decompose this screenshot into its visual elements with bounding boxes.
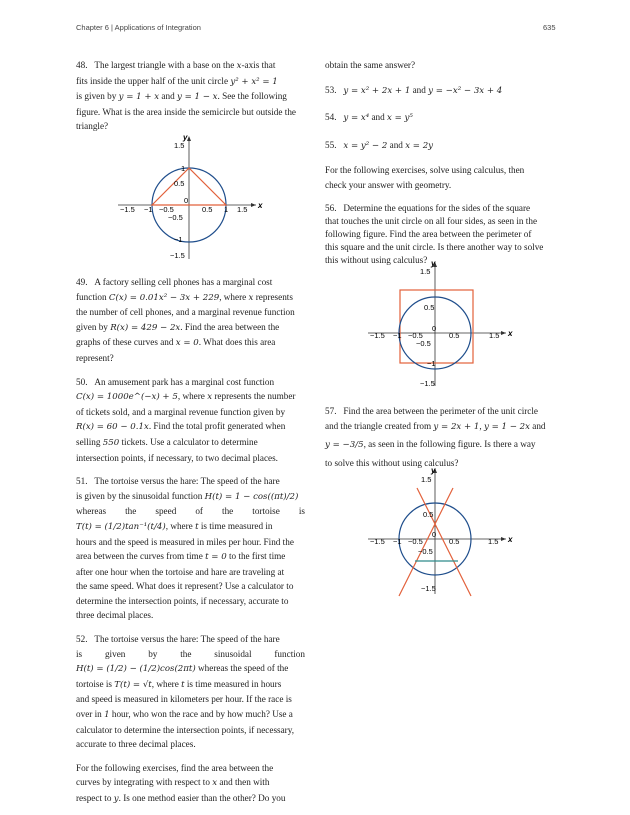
text: following figure. Find the area between the perimeter of bbox=[325, 228, 532, 239]
y-label: y bbox=[431, 259, 436, 268]
x-label: x bbox=[508, 329, 513, 338]
tick-label: −0.5 bbox=[408, 331, 423, 340]
math: y = 1 + x bbox=[118, 92, 160, 103]
tick-label: 1.5 bbox=[488, 537, 499, 546]
exercise-51 bbox=[76, 474, 305, 623]
text: and speed is measured in kilometers per hour. If the race is bbox=[76, 694, 292, 705]
x-arrow bbox=[501, 331, 506, 335]
exercise-intro-2 bbox=[325, 163, 557, 192]
page-number: 635 bbox=[543, 23, 556, 32]
math: x bbox=[207, 392, 213, 403]
math: R(x) = 60 − 0.1x bbox=[76, 422, 149, 433]
math: y = x⁴ bbox=[343, 113, 370, 124]
text: is given by the sinusoidal function bbox=[76, 648, 305, 659]
math: y = 1 − 2x bbox=[483, 421, 530, 432]
math: x = 0 bbox=[175, 338, 199, 349]
text: The tortoise versus the hare: The speed of the hare bbox=[94, 476, 280, 487]
exercise-number: 48. bbox=[76, 60, 88, 70]
tick-label: 0.5 bbox=[174, 179, 185, 188]
exercise-number: 53. bbox=[325, 84, 337, 95]
math: y = 1 − x bbox=[176, 92, 218, 103]
tick-label: 0.5 bbox=[449, 537, 460, 546]
math: x bbox=[212, 778, 218, 789]
left-column bbox=[76, 58, 305, 134]
math: H(t) = (1/2) − (1/2)cos(2πt) bbox=[76, 664, 196, 675]
tick-label: −1.5 bbox=[421, 584, 436, 593]
exercise-57 bbox=[325, 404, 557, 470]
text: this without using calculus? bbox=[325, 255, 428, 266]
text: calculator to determine the intersection points, if necessary, bbox=[76, 724, 295, 735]
tick-label: 0 bbox=[432, 530, 437, 539]
tick-label: −1 bbox=[427, 359, 436, 368]
text: and bbox=[529, 420, 546, 431]
text: represents bbox=[253, 291, 293, 302]
text: to the first time bbox=[226, 551, 286, 562]
exercise-54 bbox=[325, 110, 557, 126]
tick-label: −1.5 bbox=[370, 331, 385, 340]
exercise-number: 52. bbox=[76, 634, 88, 645]
text: . What does this area bbox=[198, 337, 276, 348]
tick-label: −0.5 bbox=[416, 339, 431, 348]
math: t bbox=[195, 521, 199, 532]
text: that touches the unit circle on all four sides, as seen in the bbox=[325, 215, 538, 226]
text: intersection points, if necessary, to two decimal places. bbox=[76, 452, 278, 463]
text: function bbox=[76, 291, 109, 302]
text: given by bbox=[76, 321, 111, 332]
tick-label: 1 bbox=[224, 205, 229, 214]
x-arrow bbox=[251, 203, 256, 207]
tick-label: −1.5 bbox=[420, 379, 435, 388]
text: fits inside the upper half of the unit circle bbox=[76, 75, 231, 86]
square bbox=[400, 290, 473, 363]
tick-label: −1 bbox=[144, 205, 153, 214]
tick-label: −0.5 bbox=[418, 547, 433, 556]
y-label: y bbox=[183, 133, 188, 142]
tick-label: 0 bbox=[432, 324, 437, 333]
text: curves by integrating with respect to bbox=[76, 777, 213, 788]
text: . See the following bbox=[217, 91, 287, 102]
text: after one hour when the tortoise and hare are traveling at bbox=[76, 566, 285, 577]
tick-label: −0.5 bbox=[168, 213, 183, 222]
right-column-2 bbox=[325, 404, 557, 470]
text: whereas the speed of the bbox=[195, 663, 289, 674]
exercise-number: 51. bbox=[76, 476, 88, 487]
math: H(t) = 1 − cos((πt)/2) bbox=[204, 491, 299, 502]
text: is given by bbox=[76, 91, 119, 102]
text: hours and the speed is measured in miles per hour. Find the bbox=[76, 536, 294, 547]
chapter-header: Chapter 6 | Applications of Integration bbox=[76, 23, 201, 32]
text: represent? bbox=[76, 352, 114, 363]
exercise-number: 54. bbox=[325, 112, 337, 123]
math: y² + x² = 1 bbox=[230, 76, 278, 87]
text: , where bbox=[151, 678, 182, 689]
text: The tortoise versus the hare: The speed of the hare bbox=[94, 634, 280, 645]
text: triangle? bbox=[76, 121, 109, 132]
tick-label: −1.5 bbox=[370, 537, 385, 546]
text: For the following exercises, solve using calculus, then bbox=[325, 165, 525, 176]
text: selling bbox=[76, 436, 103, 447]
exercise-number: 50. bbox=[76, 376, 88, 387]
tick-label: −0.5 bbox=[408, 537, 423, 546]
text: graphs of these curves and bbox=[76, 337, 176, 348]
text: determine the intersection points, if necessary, accurate to bbox=[76, 595, 289, 606]
text: Find the area between the perimeter of the unit circle bbox=[343, 406, 539, 416]
text: An amusement park has a marginal cost function bbox=[94, 376, 275, 387]
text: of tickets sold, and a marginal revenue function given by bbox=[76, 406, 286, 417]
math: y = −3/5 bbox=[325, 440, 364, 451]
math: x = y² − 2 bbox=[343, 140, 388, 151]
text: respect to bbox=[76, 793, 114, 803]
exercise-49 bbox=[76, 275, 305, 366]
figure-57-circle-triangle bbox=[360, 466, 530, 598]
math: x = y⁵ bbox=[387, 113, 413, 124]
exercise-48 bbox=[76, 58, 305, 134]
text: is given by the sinusoidal function bbox=[76, 490, 205, 501]
math: T(t) = (1/2)tan⁻¹(t/4) bbox=[76, 521, 166, 532]
text: Determine the equations for the sides of the square bbox=[343, 202, 531, 213]
text: , where bbox=[219, 291, 249, 302]
x-label: x bbox=[258, 201, 263, 210]
text: hour, who won the race and by how much? Use a bbox=[109, 709, 293, 720]
x-arrow bbox=[501, 537, 506, 541]
tick-label: 0.5 bbox=[449, 331, 460, 340]
tick-label: 0.5 bbox=[202, 205, 213, 214]
exercise-number: 55. bbox=[325, 139, 337, 150]
text: For the following exercises, find the area between the bbox=[76, 762, 274, 773]
exercise-52 bbox=[76, 632, 305, 752]
math: t bbox=[181, 679, 185, 690]
text: , as seen in the following figure. Is there a way bbox=[363, 439, 536, 450]
math: T(t) = √t bbox=[114, 679, 152, 690]
tick-label: −0.5 bbox=[159, 205, 174, 214]
text: whereas the speed of the tortoise is bbox=[76, 506, 305, 517]
text: figure. What is the area inside the semicircle but outside the bbox=[76, 106, 297, 117]
text: and bbox=[387, 139, 406, 150]
math: R(x) = 429 − 2x bbox=[110, 322, 181, 333]
tick-label: −1 bbox=[393, 537, 402, 546]
text: tickets. Use a calculator to determine bbox=[119, 436, 258, 447]
exercise-number: 49. bbox=[76, 277, 88, 287]
text: this square and the unit circle. Is there another way to solve bbox=[325, 242, 544, 253]
tick-label: −1 bbox=[174, 235, 183, 244]
text: check your answer with geometry. bbox=[325, 179, 452, 190]
tick-label: 1.5 bbox=[489, 331, 500, 340]
text: . Find the total profit generated when bbox=[148, 421, 286, 432]
tick-label: 1 bbox=[181, 164, 186, 173]
tick-label: −1.5 bbox=[170, 251, 185, 260]
tick-label: 0 bbox=[184, 196, 189, 205]
math: y bbox=[113, 794, 119, 804]
text: , bbox=[479, 420, 484, 431]
math: x bbox=[248, 292, 254, 303]
math: y = −x² − 3x + 4 bbox=[428, 85, 503, 96]
text: is time measured in hours bbox=[184, 678, 282, 689]
exercise-number: 57. bbox=[325, 406, 337, 416]
math: x bbox=[236, 61, 242, 71]
text: A factory selling cell phones has a marginal cost bbox=[94, 277, 273, 287]
y-arrow bbox=[187, 136, 191, 141]
text: area between the curves from time bbox=[76, 551, 206, 562]
tick-label: 0.5 bbox=[424, 303, 435, 312]
tick-label: 1.5 bbox=[174, 141, 185, 150]
exercise-50 bbox=[76, 375, 305, 466]
exercise-intro bbox=[76, 761, 305, 807]
tick-label: 1.5 bbox=[237, 205, 248, 214]
text: accurate to three decimal places. bbox=[76, 739, 196, 750]
text: represents the number bbox=[212, 391, 296, 402]
text: is time measured in bbox=[198, 520, 273, 531]
tick-label: −1.5 bbox=[120, 205, 135, 214]
figure-48-triangle bbox=[110, 132, 280, 264]
math: y = x² + 2x + 1 bbox=[343, 85, 411, 96]
math: 1 bbox=[104, 710, 110, 721]
text: three decimal places. bbox=[76, 610, 154, 621]
text: over in bbox=[76, 709, 105, 720]
text: , where bbox=[165, 520, 196, 531]
text: and bbox=[369, 112, 388, 123]
text: , where bbox=[177, 391, 208, 402]
exercise-number: 56. bbox=[325, 202, 337, 213]
left-column-2 bbox=[76, 275, 305, 807]
tick-label: 0.5 bbox=[423, 510, 434, 519]
text: and bbox=[410, 84, 429, 95]
math: x = 2y bbox=[405, 140, 434, 151]
math: y = 2x + 1 bbox=[433, 421, 480, 432]
exercise-53 bbox=[325, 83, 557, 99]
math: C(x) = 1000e^(−x) + 5 bbox=[76, 392, 178, 403]
text: and then with bbox=[217, 777, 270, 788]
x-label: x bbox=[508, 535, 513, 544]
tick-label: −1 bbox=[393, 331, 402, 340]
text: . Find the area between the bbox=[180, 321, 280, 332]
right-column bbox=[325, 58, 557, 268]
text: tortoise is bbox=[76, 678, 115, 689]
text: and the triangle created from bbox=[325, 420, 434, 431]
math: C(x) = 0.01x² − 3x + 229 bbox=[108, 292, 220, 303]
text: The largest triangle with a base on the bbox=[94, 60, 237, 70]
figure-56-square bbox=[360, 258, 530, 390]
y-label: y bbox=[431, 466, 436, 475]
math: t = 0 bbox=[205, 552, 227, 563]
text: . Is one method easier than the other? Do you bbox=[118, 793, 286, 803]
text: obtain the same answer? bbox=[325, 60, 416, 70]
tick-label: 1.5 bbox=[421, 475, 432, 484]
exercise-55 bbox=[325, 138, 557, 154]
text: the number of cell phones, and a marginal revenue function bbox=[76, 307, 295, 318]
text: to solve this without using calculus? bbox=[325, 457, 459, 468]
text: the same speed. What does it represent? Use a calculator to bbox=[76, 581, 294, 592]
text: and bbox=[159, 91, 177, 102]
text: -axis that bbox=[241, 60, 276, 70]
math: 550 bbox=[102, 437, 120, 448]
tick-label: 1.5 bbox=[420, 267, 431, 276]
